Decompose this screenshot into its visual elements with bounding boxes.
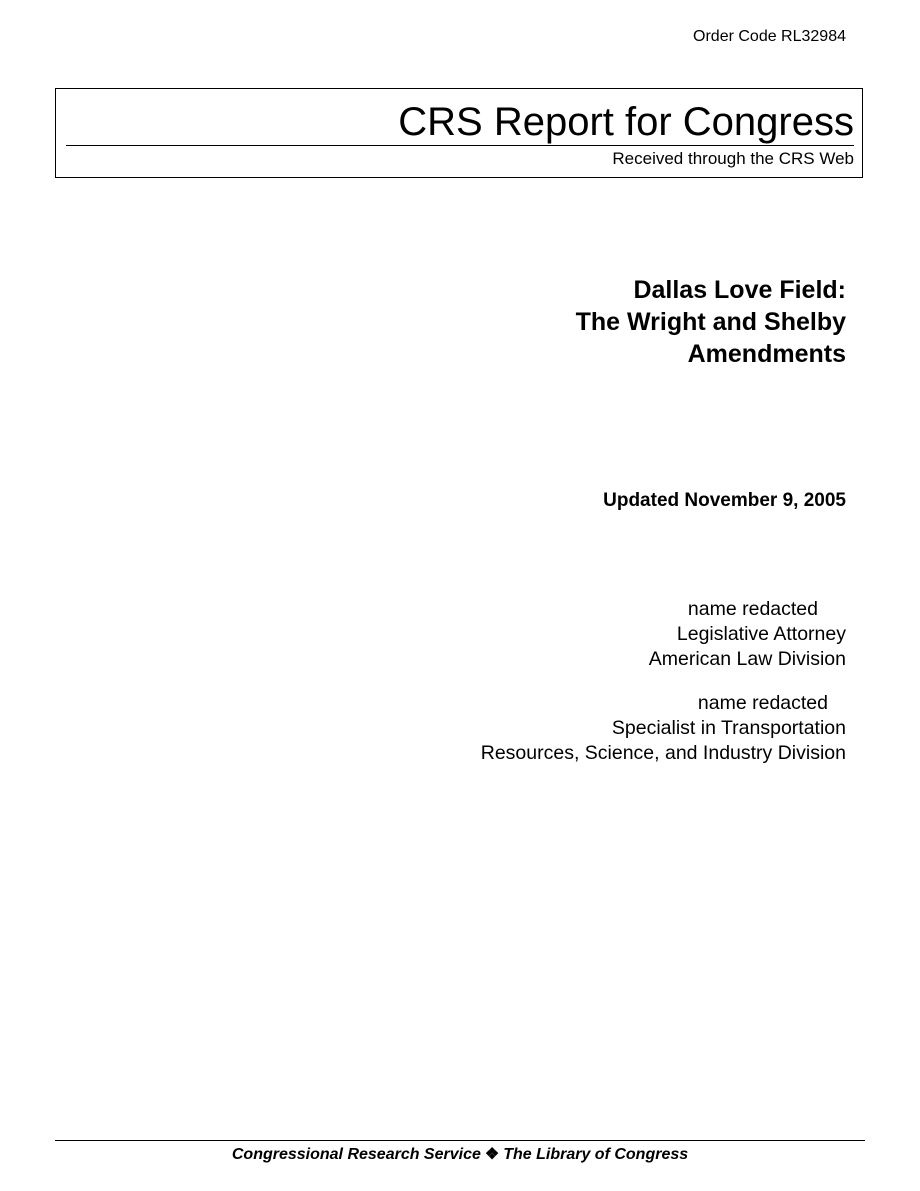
diamond-separator-icon: ❖ — [484, 1146, 500, 1163]
author-division: Resources, Science, and Industry Division — [480, 742, 846, 764]
report-title — [576, 274, 846, 370]
report-title-line: The Wright and Shelby — [575, 308, 846, 336]
report-header-box — [55, 88, 863, 178]
footer-left-text: Congressional Research Service — [231, 1146, 481, 1163]
footer-divider — [55, 1140, 865, 1141]
footer-right-text: The Library of Congress — [503, 1146, 689, 1163]
header-divider — [66, 145, 854, 146]
report-title-line: Amendments — [687, 340, 846, 368]
footer — [0, 1144, 920, 1164]
author-division: American Law Division — [648, 648, 846, 670]
author-block — [481, 691, 846, 766]
header-title: CRS Report for Congress — [398, 100, 854, 144]
author-position: Legislative Attorney — [676, 623, 846, 645]
updated-date: Updated November 9, 2005 — [603, 490, 846, 511]
author-block — [649, 597, 846, 672]
author-name: name redacted — [687, 598, 818, 620]
header-subtitle: Received through the CRS Web — [612, 149, 854, 168]
report-title-line: Dallas Love Field: — [633, 276, 846, 304]
author-name: name redacted — [697, 692, 828, 714]
author-position: Specialist in Transportation — [611, 717, 846, 739]
order-code: Order Code RL32984 — [693, 28, 846, 45]
